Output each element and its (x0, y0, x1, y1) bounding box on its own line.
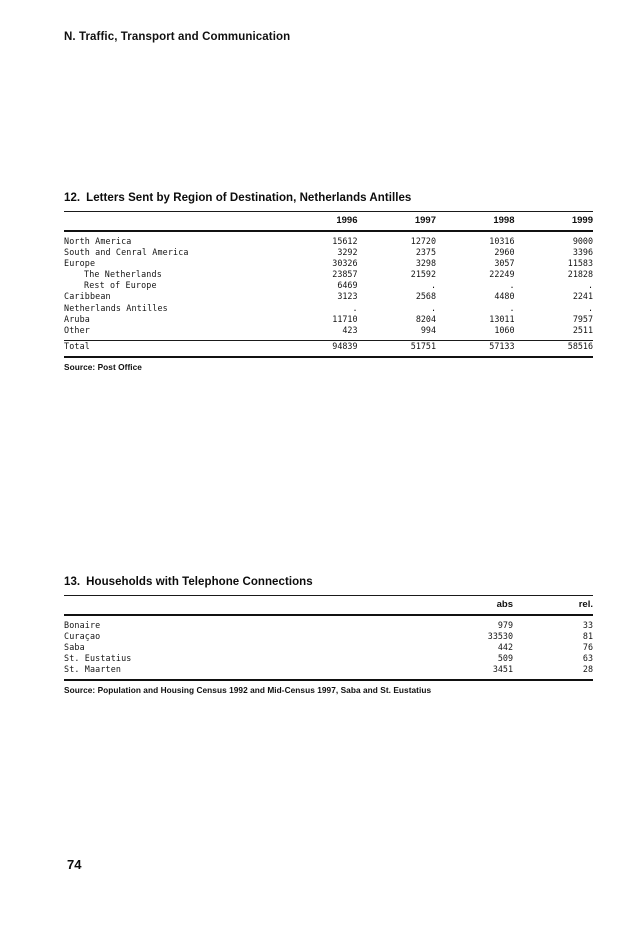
table-row (64, 653, 593, 664)
table-row (64, 280, 593, 291)
table-13-block (64, 576, 593, 695)
running-header: N. Traffic, Transport and Communication (64, 31, 291, 43)
table-12-cell: 9000 (572, 236, 593, 246)
table-12-cell: 2241 (572, 291, 593, 302)
table-12-cell: 2375 (415, 247, 436, 258)
table-12-cell: 2568 (415, 291, 436, 302)
table-12-cell: 23857 (332, 269, 358, 280)
table-12-cell: 10316 (489, 236, 515, 246)
table-12-cell: 6469 (337, 280, 358, 291)
table-13-row-label: Saba (64, 642, 85, 653)
table-12-cell: 423 (342, 324, 358, 335)
table-row (64, 314, 593, 325)
table-row (64, 303, 593, 314)
table-row (64, 247, 593, 258)
table-12-total-label: Total (64, 340, 90, 351)
table-12-row-label: Other (64, 324, 90, 335)
table-12-cell: . (430, 302, 436, 313)
table-12-row-label (64, 269, 279, 280)
table-12-cell: 3057 (494, 258, 515, 269)
table-13-header-rel: rel. (578, 599, 593, 610)
table-12-cell: . (587, 280, 593, 291)
table-row (64, 620, 593, 631)
table-row (64, 642, 593, 653)
table-12-block (64, 192, 593, 372)
table-12-title (64, 192, 593, 204)
table-12-total-cell: 51751 (410, 340, 436, 351)
table-12-cell: 11583 (567, 258, 593, 269)
table-13-header-label (64, 596, 353, 614)
table-12-cell: 994 (420, 324, 436, 335)
table-12-total-row (64, 341, 593, 352)
table-12-cell: 21592 (410, 269, 436, 280)
table-12-cell: . (430, 280, 436, 291)
table-13-row-label: St. Maarten (64, 664, 122, 675)
table-13-title-text: Households with Telephone Connections (86, 576, 313, 588)
table-12-row-label-text: The Netherlands (84, 269, 162, 280)
table-12-cell: . (509, 280, 515, 291)
table-12-header-label (64, 212, 279, 230)
table-13 (64, 596, 593, 614)
table-12-cell: . (352, 302, 358, 313)
table-12-header-1997: 1997 (414, 215, 436, 226)
table-row (64, 664, 593, 675)
table-12-rule-bottom (64, 356, 593, 358)
table-12-row-label: North America (64, 236, 132, 246)
table-12-header-1996: 1996 (336, 215, 358, 226)
table-row (64, 236, 593, 247)
table-13-cell-abs: 979 (497, 620, 513, 630)
table-13-rule-bottom (64, 679, 593, 681)
table-13-cell-rel: 76 (582, 642, 593, 653)
table-12-title-text: Letters Sent by Region of Destination, Netherlands Antilles (86, 192, 412, 204)
table-13-cell-rel: 63 (582, 653, 593, 664)
table-row (64, 258, 593, 269)
table-12-cell: 15612 (332, 236, 358, 246)
table-12-header-1999: 1999 (571, 215, 593, 226)
table-13-title (64, 576, 593, 588)
table-13-cell-abs: 509 (497, 653, 513, 664)
table-13-header-row (64, 596, 593, 614)
table-12-cell: 13011 (489, 313, 515, 324)
table-13-cell-rel: 33 (582, 620, 593, 630)
table-12-cell: 3292 (337, 247, 358, 258)
table-13-number: 13. (64, 576, 81, 588)
table-12-cell: 3298 (415, 258, 436, 269)
table-row (64, 269, 593, 280)
table-row (64, 291, 593, 302)
table-13-cell-abs: 33530 (487, 631, 513, 642)
table-12-cell: 8204 (415, 313, 436, 324)
table-13-cell-rel: 28 (582, 664, 593, 675)
table-12-row-label: South and Cenral America (64, 247, 189, 258)
table-12-total-cell: 57133 (489, 340, 515, 351)
table-12-header-1998: 1998 (493, 215, 515, 226)
table-12-cell: 3123 (337, 291, 358, 302)
table-12-cell: 22249 (489, 269, 515, 280)
table-12-cell: 2511 (572, 324, 593, 335)
table-12-row-label-text: Rest of Europe (84, 280, 157, 291)
table-12-row-label: Caribbean (64, 291, 111, 302)
table-12-header-row (64, 212, 593, 230)
table-13-row-label: St. Eustatius (64, 653, 132, 664)
table-12-row-label: Europe (64, 258, 96, 269)
table-12-cell: 7957 (572, 313, 593, 324)
table-13-cell-abs: 3451 (492, 664, 513, 675)
table-12-row-label (64, 280, 279, 291)
table-12-cell: 12720 (410, 236, 436, 246)
table-12-total-cell: 58516 (567, 340, 593, 351)
table-13-cell-rel: 81 (582, 631, 593, 642)
table-13-header-abs: abs (496, 599, 513, 610)
table-12-row-label: Netherlands Antilles (64, 302, 168, 313)
table-13-body (64, 616, 593, 679)
table-13-cell-abs: 442 (497, 642, 513, 653)
table-12-cell: 1060 (494, 324, 515, 335)
table-13-source: Source: Population and Housing Census 1992 and Mid-Census 1997, Saba and St. Eustatius (64, 685, 432, 696)
table-12-row-label: Aruba (64, 313, 90, 324)
table-12-body (64, 232, 593, 336)
table-12 (64, 212, 593, 230)
table-row (64, 631, 593, 642)
table-12-total (64, 341, 593, 356)
table-12-cell: 11710 (332, 313, 358, 324)
table-13-row-label: Bonaire (64, 620, 101, 630)
table-12-source: Source: Post Office (64, 361, 142, 372)
table-12-cell: 4480 (494, 291, 515, 302)
table-13-row-label: Curaçao (64, 631, 101, 642)
table-12-cell: 21828 (567, 269, 593, 280)
page-number: 74 (67, 857, 82, 872)
table-12-cell: 3396 (572, 247, 593, 258)
table-row (64, 325, 593, 336)
table-12-cell: . (587, 302, 593, 313)
table-12-cell: . (509, 302, 515, 313)
table-12-total-cell: 94839 (332, 340, 358, 351)
table-12-cell: 30326 (332, 258, 358, 269)
table-12-number: 12. (64, 192, 81, 204)
table-12-cell: 2960 (494, 247, 515, 258)
